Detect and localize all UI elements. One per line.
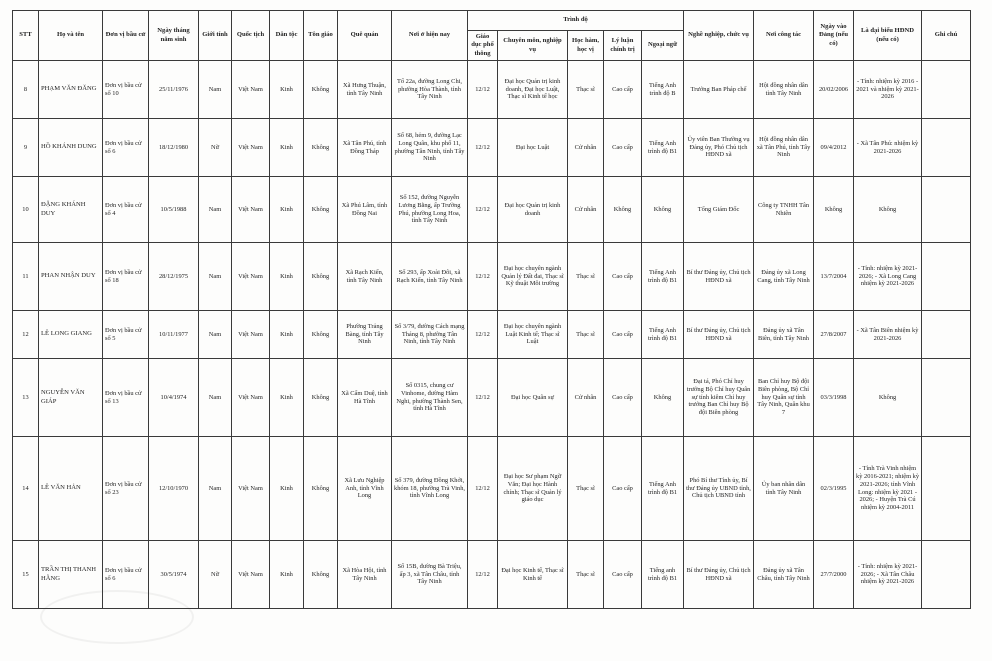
cell-general-edu: 12/12 <box>468 119 498 177</box>
cell-name: ĐẶNG KHÁNH DUY <box>39 177 103 243</box>
cell-language: Tiếng Anh trình độ B1 <box>642 243 684 311</box>
cell-general-edu: 12/12 <box>468 437 498 541</box>
cell-language: Tiếng Anh trình độ B <box>642 61 684 119</box>
cell-party-date: 20/02/2006 <box>814 61 854 119</box>
cell-residence: Số 68, hẻm 9, đường Lạc Long Quân, khu phố 11, phường Tân Ninh, tỉnh Tây Ninh <box>392 119 468 177</box>
cell-gender: Nữ <box>199 119 232 177</box>
cell-politics: Cao cấp <box>604 359 642 437</box>
table-row <box>13 359 971 437</box>
cell-job: Trưởng Ban Pháp chế <box>684 61 754 119</box>
header-gender: Giới tính <box>199 11 232 61</box>
cell-stt: 9 <box>13 119 39 177</box>
cell-unit: Đơn vị bầu cử số 23 <box>103 437 149 541</box>
cell-language: Không <box>642 177 684 243</box>
cell-unit: Đơn vị bầu cử số 18 <box>103 243 149 311</box>
cell-unit: Đơn vị bầu cử số 4 <box>103 177 149 243</box>
cell-degree: Cử nhân <box>568 359 604 437</box>
cell-ethnic: Kinh <box>270 311 304 359</box>
cell-hometown: Xã Phú Lâm, tỉnh Đồng Nai <box>338 177 392 243</box>
cell-nationality: Việt Nam <box>232 541 270 609</box>
cell-name: PHAN NHẬN DUY <box>39 243 103 311</box>
cell-ethnic: Kinh <box>270 243 304 311</box>
header-job: Nghề nghiệp, chức vụ <box>684 11 754 61</box>
table-row <box>13 437 971 541</box>
cell-dob: 28/12/1975 <box>149 243 199 311</box>
cell-ethnic: Kinh <box>270 437 304 541</box>
cell-unit: Đơn vị bầu cử số 10 <box>103 61 149 119</box>
cell-workplace: Ủy ban nhân dân tỉnh Tây Ninh <box>754 437 814 541</box>
cell-residence: Số 152, đường Nguyễn Lương Bằng, ấp Trường Phú, phường Long Hoa, tỉnh Tây Ninh <box>392 177 468 243</box>
cell-language: Tiếng Anh trình độ B1 <box>642 119 684 177</box>
cell-religion: Không <box>304 311 338 359</box>
cell-council: - Tỉnh: nhiệm kỳ 2021-2026; - Xã Long Cang nhiệm kỳ 2021-2026 <box>854 243 922 311</box>
cell-unit: Đơn vị bầu cử số 5 <box>103 311 149 359</box>
cell-nationality: Việt Nam <box>232 119 270 177</box>
header-stt: STT <box>13 11 39 61</box>
cell-degree: Thạc sĩ <box>568 437 604 541</box>
cell-nationality: Việt Nam <box>232 437 270 541</box>
header-specialty: Chuyên môn, nghiệp vụ <box>498 31 568 61</box>
cell-degree: Thạc sĩ <box>568 61 604 119</box>
table-body <box>13 61 971 609</box>
cell-name: NGUYỄN VĂN GIÁP <box>39 359 103 437</box>
table-row <box>13 541 971 609</box>
cell-language: Tiếng anh trình độ B1 <box>642 541 684 609</box>
cell-ethnic: Kinh <box>270 541 304 609</box>
header-row-1 <box>13 11 971 31</box>
cell-nationality: Việt Nam <box>232 359 270 437</box>
cell-specialty: Đại học Luật <box>498 119 568 177</box>
cell-gender: Nam <box>199 177 232 243</box>
cell-religion: Không <box>304 359 338 437</box>
cell-name: LÊ LONG GIANG <box>39 311 103 359</box>
cell-party-date: 09/4/2012 <box>814 119 854 177</box>
table-row <box>13 243 971 311</box>
header-general-edu: Giáo dục phổ thông <box>468 31 498 61</box>
cell-religion: Không <box>304 243 338 311</box>
cell-stt: 15 <box>13 541 39 609</box>
header-name: Họ và tên <box>39 11 103 61</box>
cell-residence: Số 0315, chung cư Vinhome, đường Hàm Nghi, phường Thành Sen, tỉnh Hà Tĩnh <box>392 359 468 437</box>
header-party-date: Ngày vào Đảng (nếu có) <box>814 11 854 61</box>
cell-party-date: 27/7/2000 <box>814 541 854 609</box>
cell-hometown: Xã Tân Phú, tỉnh Đồng Tháp <box>338 119 392 177</box>
cell-specialty: Đại học Quản trị kinh doanh, Đại học Luật, Thạc sĩ Kinh tế học <box>498 61 568 119</box>
cell-religion: Không <box>304 437 338 541</box>
cell-name: LÊ VĂN HẢN <box>39 437 103 541</box>
cell-workplace: Công ty TNHH Tân Nhiên <box>754 177 814 243</box>
cell-politics: Không <box>604 177 642 243</box>
cell-politics: Cao cấp <box>604 243 642 311</box>
cell-degree: Cử nhân <box>568 119 604 177</box>
cell-unit: Đơn vị bầu cử số 13 <box>103 359 149 437</box>
cell-gender: Nam <box>199 437 232 541</box>
cell-job: Bí thư Đảng ủy, Chủ tịch HĐND xã <box>684 243 754 311</box>
cell-residence: Số 293, ấp Xoài Đôi, xã Rạch Kiến, tỉnh Tây Ninh <box>392 243 468 311</box>
cell-general-edu: 12/12 <box>468 359 498 437</box>
cell-language: Tiếng Anh trình độ B1 <box>642 437 684 541</box>
cell-stt: 8 <box>13 61 39 119</box>
header-religion: Tôn giáo <box>304 11 338 61</box>
header-hometown: Quê quán <box>338 11 392 61</box>
cell-religion: Không <box>304 541 338 609</box>
cell-dob: 12/10/1970 <box>149 437 199 541</box>
header-dob: Ngày tháng năm sinh <box>149 11 199 61</box>
cell-specialty: Đại học Quản trị kinh doanh <box>498 177 568 243</box>
cell-workplace: Đảng ủy xã Tân Biên, tỉnh Tây Ninh <box>754 311 814 359</box>
cell-nationality: Việt Nam <box>232 311 270 359</box>
header-residence: Nơi ở hiện nay <box>392 11 468 61</box>
cell-dob: 30/5/1974 <box>149 541 199 609</box>
cell-note <box>922 119 971 177</box>
cell-general-edu: 12/12 <box>468 243 498 311</box>
header-workplace: Nơi công tác <box>754 11 814 61</box>
cell-dob: 18/12/1980 <box>149 119 199 177</box>
table-row <box>13 177 971 243</box>
cell-workplace: Hội đồng nhân dân tỉnh Tây Ninh <box>754 61 814 119</box>
cell-ethnic: Kinh <box>270 359 304 437</box>
header-council: Là đại biểu HĐND (nếu có) <box>854 11 922 61</box>
cell-residence: Số 379, đường Đồng Khởi, khóm 18, phường Trà Vinh, tỉnh Vĩnh Long <box>392 437 468 541</box>
cell-general-edu: 12/12 <box>468 541 498 609</box>
header-degree: Học hàm, học vị <box>568 31 604 61</box>
cell-degree: Cử nhân <box>568 177 604 243</box>
cell-unit: Đơn vị bầu cử số 6 <box>103 541 149 609</box>
cell-job: Tổng Giám Đốc <box>684 177 754 243</box>
cell-general-edu: 12/12 <box>468 311 498 359</box>
cell-workplace: Ban Chỉ huy Bộ đội Biên phòng, Bộ Chỉ huy Quân sự tỉnh Tây Ninh, Quân khu 7 <box>754 359 814 437</box>
cell-council: - Tỉnh Trà Vinh nhiệm kỳ 2016-2021; nhiệm kỳ 2021-2026; tỉnh Vĩnh Long: nhiệm kỳ 2021 - 2026; - Huyện Trà Cú nhiệm kỳ 2004-2011 <box>854 437 922 541</box>
cell-ethnic: Kinh <box>270 61 304 119</box>
cell-note <box>922 359 971 437</box>
cell-stt: 10 <box>13 177 39 243</box>
cell-religion: Không <box>304 61 338 119</box>
cell-gender: Nam <box>199 359 232 437</box>
cell-job: Đại tá, Phó Chỉ huy trưởng Bộ Chỉ huy Quân sự tỉnh kiêm Chỉ huy trưởng Ban Chỉ huy Bộ đội Biên phòng <box>684 359 754 437</box>
cell-hometown: Xã Cẩm Duệ, tỉnh Hà Tĩnh <box>338 359 392 437</box>
cell-hometown: Xã Hòa Hội, tỉnh Tây Ninh <box>338 541 392 609</box>
cell-dob: 25/11/1976 <box>149 61 199 119</box>
cell-council: - Xã Tân Biên nhiệm kỳ 2021-2026 <box>854 311 922 359</box>
cell-dob: 10/4/1974 <box>149 359 199 437</box>
cell-note <box>922 177 971 243</box>
cell-note <box>922 311 971 359</box>
header-politics: Lý luận chính trị <box>604 31 642 61</box>
header-education-group: Trình độ <box>468 11 684 31</box>
cell-gender: Nam <box>199 243 232 311</box>
header-ethnic: Dân tộc <box>270 11 304 61</box>
cell-hometown: Phường Trảng Bàng, tỉnh Tây Ninh <box>338 311 392 359</box>
cell-council: - Tỉnh: nhiệm kỳ 2016 - 2021 và nhiệm kỳ 2021-2026 <box>854 61 922 119</box>
cell-nationality: Việt Nam <box>232 177 270 243</box>
cell-specialty: Đại học chuyên ngành Quản lý Đất đai, Thạc sĩ Kỹ thuật Môi trường <box>498 243 568 311</box>
cell-note <box>922 243 971 311</box>
cell-ethnic: Kinh <box>270 177 304 243</box>
cell-language: Tiếng Anh trình độ B1 <box>642 311 684 359</box>
cell-workplace: Đảng ủy xã Long Cang, tỉnh Tây Ninh <box>754 243 814 311</box>
cell-nationality: Việt Nam <box>232 243 270 311</box>
cell-language: Không <box>642 359 684 437</box>
header-language: Ngoại ngữ <box>642 31 684 61</box>
cell-specialty: Đại học chuyên ngành Luật Kinh tế; Thạc sĩ Luật <box>498 311 568 359</box>
cell-dob: 10/11/1977 <box>149 311 199 359</box>
cell-job: Phó Bí thư Tỉnh ủy, Bí thư Đảng ủy UBND tỉnh, Chủ tịch UBND tỉnh <box>684 437 754 541</box>
cell-stt: 14 <box>13 437 39 541</box>
cell-residence: Tổ 22a, đường Long Chi, phường Hòa Thành, tỉnh Tây Ninh <box>392 61 468 119</box>
cell-degree: Thạc sĩ <box>568 541 604 609</box>
cell-note <box>922 541 971 609</box>
cell-degree: Thạc sĩ <box>568 311 604 359</box>
cell-council: Không <box>854 177 922 243</box>
cell-hometown: Xã Rạch Kiến, tỉnh Tây Ninh <box>338 243 392 311</box>
cell-general-edu: 12/12 <box>468 61 498 119</box>
cell-stt: 11 <box>13 243 39 311</box>
cell-residence: Số 15B, đường Bà Triệu, ấp 3, xã Tân Châu, tỉnh Tây Ninh <box>392 541 468 609</box>
cell-politics: Cao cấp <box>604 437 642 541</box>
cell-ethnic: Kinh <box>270 119 304 177</box>
table-row <box>13 61 971 119</box>
cell-politics: Cao cấp <box>604 119 642 177</box>
cell-residence: Số 3/79, đường Cách mạng Tháng 8, phường Tân Ninh, tỉnh Tây Ninh <box>392 311 468 359</box>
cell-hometown: Xã Hưng Thuận, tỉnh Tây Ninh <box>338 61 392 119</box>
cell-hometown: Xã Lưu Nghiệp Anh, tỉnh Vĩnh Long <box>338 437 392 541</box>
cell-nationality: Việt Nam <box>232 61 270 119</box>
cell-degree: Thạc sĩ <box>568 243 604 311</box>
cell-job: Ủy viên Ban Thường vụ Đảng ủy, Phó Chủ tịch HĐND xã <box>684 119 754 177</box>
cell-gender: Nam <box>199 311 232 359</box>
cell-specialty: Đại học Kinh tế, Thạc sĩ Kinh tế <box>498 541 568 609</box>
cell-party-date: 27/8/2007 <box>814 311 854 359</box>
cell-party-date: 13/7/2004 <box>814 243 854 311</box>
cell-gender: Nam <box>199 61 232 119</box>
cell-religion: Không <box>304 119 338 177</box>
header-note: Ghi chú <box>922 11 971 61</box>
candidate-table <box>12 10 971 609</box>
cell-council: - Tỉnh: nhiệm kỳ 2021-2026; - Xã Tân Châu nhiệm kỳ 2021-2026 <box>854 541 922 609</box>
cell-party-date: 02/3/1995 <box>814 437 854 541</box>
cell-stt: 12 <box>13 311 39 359</box>
cell-name: HỒ KHÁNH DUNG <box>39 119 103 177</box>
cell-workplace: Đảng ủy xã Tân Châu, tỉnh Tây Ninh <box>754 541 814 609</box>
cell-religion: Không <box>304 177 338 243</box>
table-row <box>13 119 971 177</box>
cell-specialty: Đại học Sư phạm Ngữ Văn; Đại học Hành chính; Thạc sĩ Quản lý giáo dục <box>498 437 568 541</box>
cell-general-edu: 12/12 <box>468 177 498 243</box>
cell-note <box>922 61 971 119</box>
cell-note <box>922 437 971 541</box>
header-unit: Đơn vị bầu cử <box>103 11 149 61</box>
cell-party-date: Không <box>814 177 854 243</box>
cell-council: Không <box>854 359 922 437</box>
cell-unit: Đơn vị bầu cử số 6 <box>103 119 149 177</box>
cell-politics: Cao cấp <box>604 311 642 359</box>
cell-stt: 13 <box>13 359 39 437</box>
cell-gender: Nữ <box>199 541 232 609</box>
cell-name: PHẠM VĂN ĐĂNG <box>39 61 103 119</box>
header-nationality: Quốc tịch <box>232 11 270 61</box>
cell-specialty: Đại học Quân sự <box>498 359 568 437</box>
cell-dob: 10/5/1988 <box>149 177 199 243</box>
cell-politics: Cao cấp <box>604 541 642 609</box>
table-row <box>13 311 971 359</box>
cell-party-date: 03/3/1998 <box>814 359 854 437</box>
cell-job: Bí thư Đảng ủy, Chủ tịch HĐND xã <box>684 541 754 609</box>
cell-name: TRẦN THỊ THANH HẰNG <box>39 541 103 609</box>
cell-politics: Cao cấp <box>604 61 642 119</box>
cell-job: Bí thư Đảng ủy, Chủ tịch HĐND xã <box>684 311 754 359</box>
cell-workplace: Hội đồng nhân dân xã Tân Phú, tỉnh Tây Ninh <box>754 119 814 177</box>
cell-council: - Xã Tân Phú: nhiệm kỳ 2021-2026 <box>854 119 922 177</box>
